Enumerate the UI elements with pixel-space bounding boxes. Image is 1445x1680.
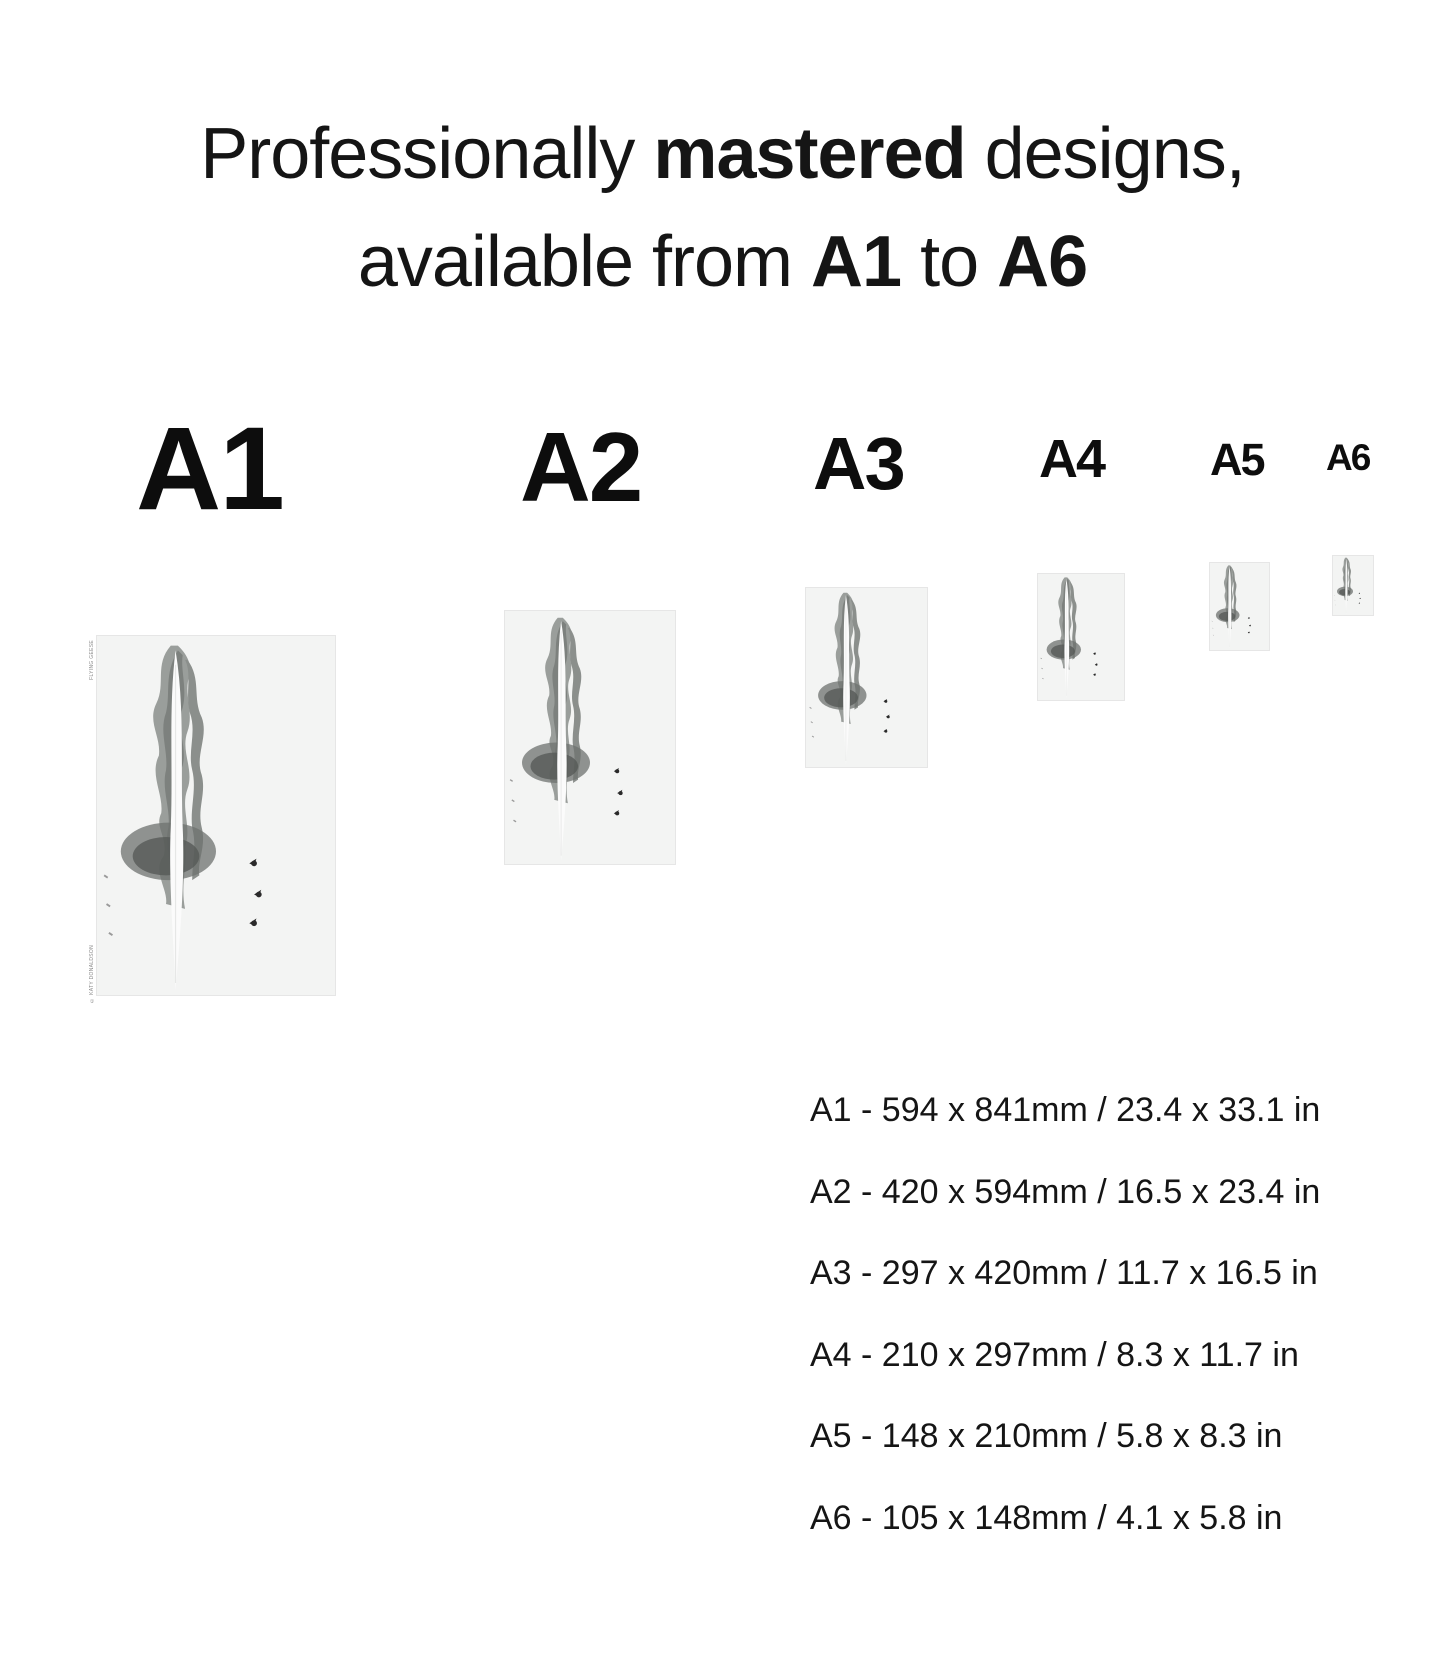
size-label-a1: A1	[136, 403, 283, 535]
headline	[0, 100, 1445, 316]
size-label-a6: A6	[1326, 437, 1370, 478]
headline-text: to	[901, 222, 998, 302]
size-spec-list	[810, 1090, 1320, 1579]
poster-artwork	[505, 611, 675, 864]
poster-preview-a2	[505, 611, 675, 864]
size-spec-a3: A3 - 297 x 420mm / 11.7 x 16.5 in	[810, 1254, 1318, 1292]
poster-preview-a3	[806, 588, 927, 767]
size-spec-a4: A4 - 210 x 297mm / 8.3 x 11.7 in	[810, 1335, 1299, 1374]
poster-preview-a6	[1333, 556, 1373, 615]
poster-preview-a5	[1210, 563, 1269, 650]
size-spec-a6: A6 - 105 x 148mm / 4.1 x 5.8 in	[810, 1498, 1283, 1537]
headline-text: Professionally	[200, 114, 654, 194]
headline-line-2	[0, 208, 1445, 316]
headline-emphasis: A6	[997, 222, 1088, 302]
size-label-a4: A4	[1039, 429, 1105, 489]
headline-text: available from	[357, 222, 812, 302]
poster-credit-bottom: © KATY DONALDSON	[89, 945, 95, 1003]
poster-artwork	[1038, 574, 1124, 700]
poster-artwork	[806, 588, 927, 767]
size-label-a2: A2	[520, 412, 642, 522]
size-spec-a2: A2 - 420 x 594mm / 16.5 x 23.4 in	[810, 1172, 1321, 1211]
poster-credit-top: FLYING GEESE	[89, 640, 95, 680]
headline-line-1	[0, 100, 1445, 208]
size-label-a3: A3	[813, 422, 904, 505]
poster-artwork	[97, 636, 335, 995]
headline-text: designs,	[965, 114, 1245, 194]
size-spec-a5: A5 - 148 x 210mm / 5.8 x 8.3 in	[810, 1417, 1283, 1455]
headline-emphasis: A1	[811, 222, 902, 302]
poster-artwork	[1210, 563, 1269, 650]
poster-preview-a1	[97, 636, 335, 995]
size-label-a5: A5	[1210, 434, 1264, 485]
poster-preview-a4	[1038, 574, 1124, 700]
size-spec-a1: A1 - 594 x 841mm / 23.4 x 33.1 in	[810, 1091, 1321, 1129]
poster-artwork	[1333, 556, 1373, 615]
headline-emphasis: mastered	[653, 114, 966, 194]
